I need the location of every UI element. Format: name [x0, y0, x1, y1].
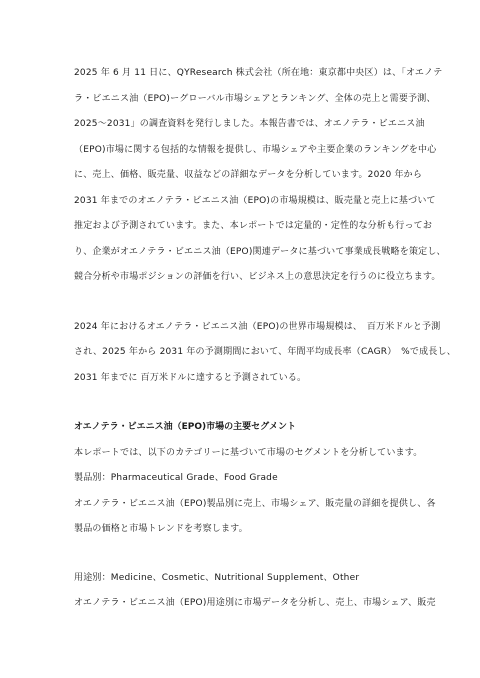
application-paragraph: [74, 566, 436, 617]
product-desc-line: オエノテラ・ビエニス油（EPO)製品別に売上、市場シェア、販売量の詳細を提供し、各: [74, 498, 436, 509]
paragraph-spacer: [74, 391, 410, 415]
paragraph-spacer: [74, 543, 410, 566]
market-line: 2024 年におけるオエノテラ・ビエニス油（EPO)の世界市場規模は、 百万米ドルと予測: [74, 321, 441, 332]
application-label: 用途別：Medicine、Cosmetic、Nutritional Supplement、Other: [74, 572, 360, 583]
intro-line: ラ・ビエニス油（EPO)ーグローバル市場シェアとランキング、全体の売上と需要予測、: [74, 93, 436, 104]
product-label: 製品別：Pharmaceutical Grade、Food Grade: [74, 473, 278, 483]
paragraph-spacer: [74, 291, 410, 315]
intro-line: （EPO)市場に関する包括的な情報を提供し、市場シェアや主要企業のランキングを中心: [74, 144, 437, 155]
segment-paragraph: [74, 441, 436, 543]
intro-paragraph: [74, 61, 446, 291]
segment-intro: 本レポートでは、以下のカテゴリーに基づいて市場のセグメントを分析しています。: [74, 447, 423, 458]
segment-heading: オエノテラ・ビエニス油（EPO)市場の主要セグメント: [74, 422, 297, 432]
intro-line: 2031 年までのオエノテラ・ビエニス油（EPO)の市場規模は、販売量と売上に基づいて: [74, 195, 436, 206]
market-line: され、2025 年から 2031 年の予測期間において、年間平均成長率（CAGR） %で成長し、: [74, 347, 456, 357]
intro-line: り、企業がオエノテラ・ビエニス油（EPO)関連データに基づいて事業成長戦略を策定し、: [74, 246, 446, 257]
product-desc-line: 製品の価格と市場トレンドを考察します。: [74, 524, 248, 534]
intro-line: 推定および予測されています。また、本レポートでは定量的・定性的な分析も行ってお: [74, 221, 433, 231]
intro-line: 2025 年 6 月 11 日に、QYResearch 株式会社（所在地：東京都中央区）は、「オエノテ: [74, 68, 443, 78]
market-line: 2031 年までに 百万米ドルに達すると予測されている。: [74, 372, 307, 383]
intro-line: に、売上、価格、販売量、収益などの詳細なデータを分析しています。2020 年から: [74, 170, 423, 180]
application-desc-line: オエノテラ・ビエニス油（EPO)用途別に市場データを分析し、売上、市場シェア、販売: [74, 598, 436, 608]
intro-line: 競合分析や市場ポジションの評価を行い、ビジネス上の意思決定を行うのに役立ちます。: [74, 272, 441, 282]
market-size-paragraph: [74, 315, 456, 392]
intro-line: 2025～2031」の調査資料を発行しました。本報告書では、オエノテラ・ビエニス油: [74, 119, 425, 129]
